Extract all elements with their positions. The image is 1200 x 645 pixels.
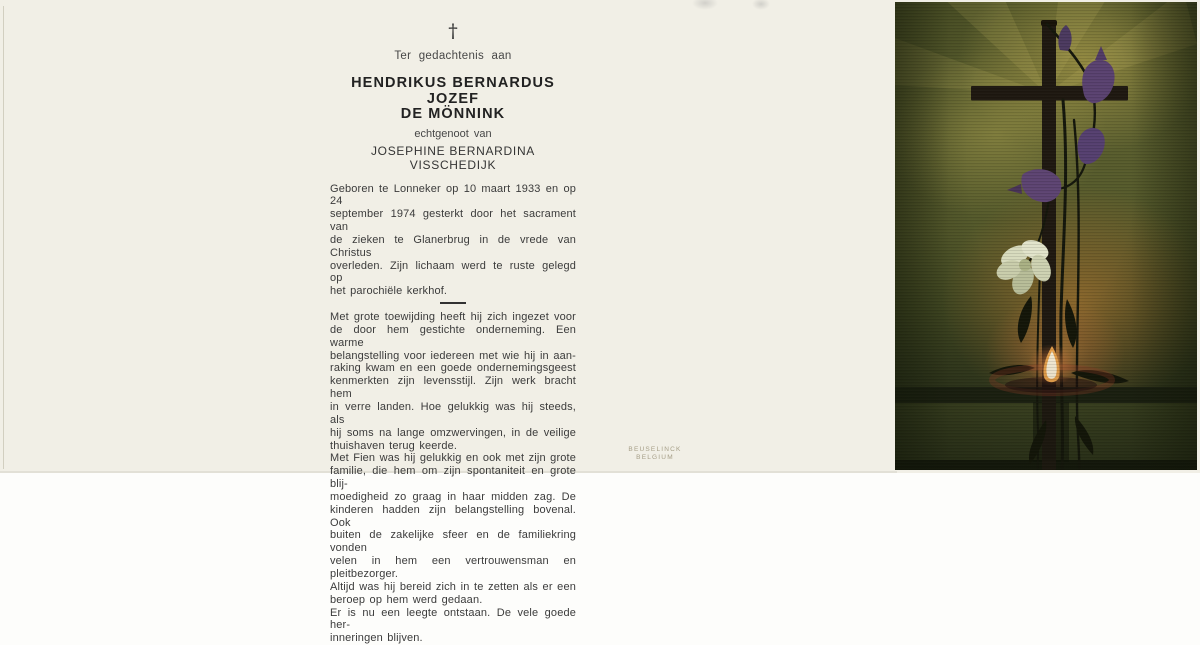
text-line: belangstelling voor iedereen met wie hij in aan- (330, 350, 576, 363)
opening-paragraph (330, 183, 576, 299)
printer-mark-line2: BELGIUM (616, 454, 694, 462)
paragraph (330, 452, 576, 606)
section-divider (440, 302, 466, 304)
text-line: Met grote toewijding heeft hij zich ingezet voor (330, 311, 576, 324)
text-line: familie, die hem om zijn spontaniteit en grote blij- (330, 465, 576, 491)
relation-line: echtgenoot van (330, 128, 576, 140)
printer-mark (616, 446, 694, 461)
printer-mark-line1: BEUSELINCK (616, 446, 694, 454)
dagger-cross-icon: † (330, 22, 576, 41)
text-line: raking kwam en een goede ondernemingsgeest (330, 362, 576, 375)
cross-candle-photo (895, 2, 1197, 470)
photo-artwork (895, 2, 1197, 470)
text-line: kinderen hadden zijn belangstelling bovenal. Ook (330, 504, 576, 530)
text-line: Geboren te Lonneker op 10 maart 1933 en op 24 (330, 183, 576, 209)
text-line: het parochiële kerkhof. (330, 285, 576, 298)
text-line: overleden. Zijn lichaam werd te ruste gelegd op (330, 260, 576, 286)
text-line: Met Fien was hij gelukkig en ook met zijn grote (330, 452, 576, 465)
spouse-name: JOSEPHINE BERNARDINA VISSCHEDIJK (330, 144, 576, 172)
deceased-name-line2: DE MÖNNINK (330, 107, 576, 123)
text-line: buiten de zakelijke sfeer en de familiekring vonden (330, 529, 576, 555)
text-line: in verre landen. Hoe gelukkig was hij steeds, als (330, 401, 576, 427)
paragraph (330, 607, 576, 645)
intro-line: Ter gedachtenis aan (330, 50, 576, 62)
body-paragraphs (330, 311, 576, 645)
scan-smudge (692, 0, 718, 10)
text-line: beroep op hem werd gedaan. (330, 594, 576, 607)
text-line: september 1974 gesterkt door het sacrament van (330, 208, 576, 234)
text-line: de zieken te Glanerbrug in de vrede van Christus (330, 234, 576, 260)
deceased-name-line1: HENDRIKUS BERNARDUS JOZEF (330, 76, 576, 107)
text-line: de door hem gestichte onderneming. Een warme (330, 324, 576, 350)
text-line: moedigheid zo graag in haar midden zag. De (330, 491, 576, 504)
paragraph (330, 311, 576, 452)
memorial-text-page (330, 22, 576, 645)
scan-edge (3, 6, 4, 469)
text-line: thuishaven terug keerde. (330, 440, 576, 453)
scan-smudge (752, 0, 770, 10)
text-line: Er is nu een leegte ontstaan. De vele goede her- (330, 607, 576, 633)
text-line: Altijd was hij bereid zich in te zetten als er een (330, 581, 576, 594)
text-line: kenmerkten zijn levensstijl. Zijn werk bracht hem (330, 375, 576, 401)
text-line: hij soms na lange omzwervingen, in de veilige (330, 427, 576, 440)
text-line: inneringen blijven. (330, 632, 576, 645)
text-line: velen in hem een vertrouwensman en pleitbezorger. (330, 555, 576, 581)
